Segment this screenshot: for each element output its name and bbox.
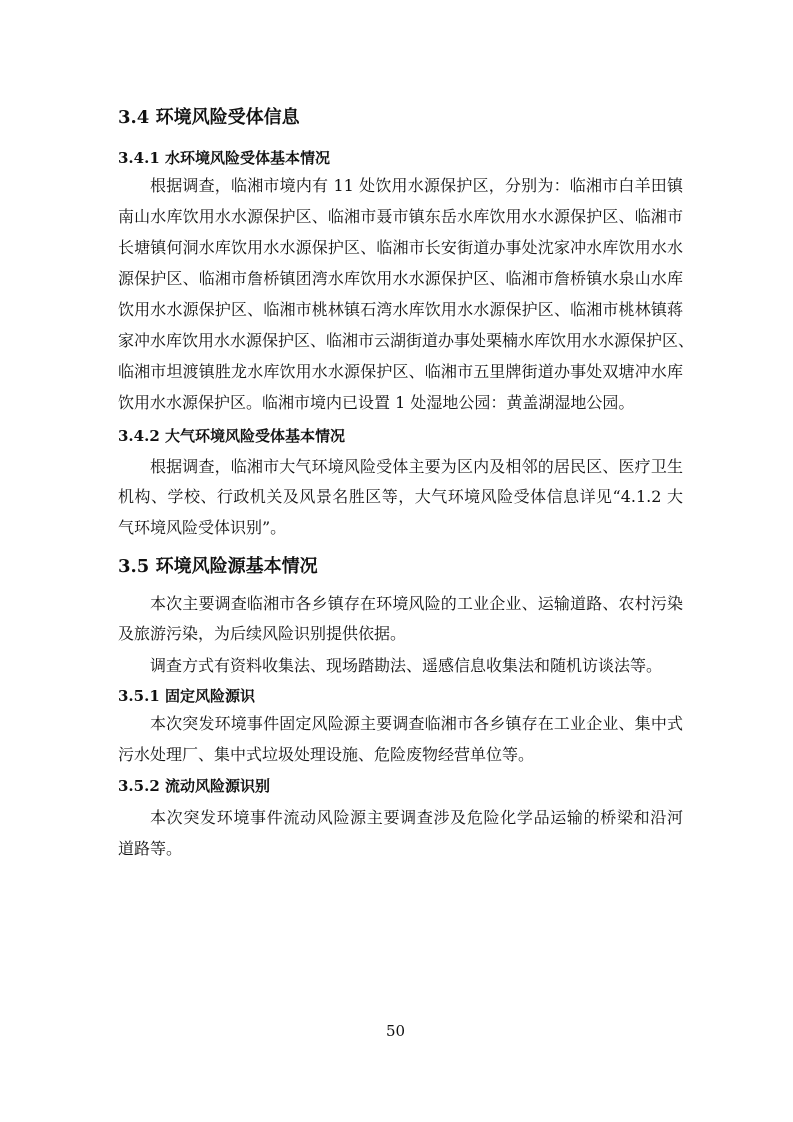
paragraph-line: 污水处理厂、集中式垃圾处理设施、危险废物经营单位等。 [118, 745, 535, 764]
section-heading-3-4-2: 3.4.2 大气环境风险受体基本情况 [118, 427, 345, 445]
paragraph-line: 调查方式有资料收集法、现场踏勘法、遥感信息收集法和随机访谈法等。 [150, 656, 663, 675]
paragraph-line: 饮用水水源保护区、临湘市桃林镇石湾水库饮用水水源保护区、临湘市桃林镇蒋 [118, 300, 683, 319]
paragraph-line: 根据调查，临湘市境内有 11 处饮用水源保护区，分别为：临湘市白羊田镇 [150, 176, 683, 195]
section-heading-3-4-1: 3.4.1 水环境风险受体基本情况 [118, 149, 330, 167]
paragraph-line: 长塘镇何洞水库饮用水水源保护区、临湘市长安街道办事处沈家冲水库饮用水水 [118, 238, 683, 257]
paragraph-line: 本次突发环境事件流动风险源主要调查涉及危险化学品运输的桥梁和沿河 [150, 808, 683, 827]
paragraph-line: 根据调查，临湘市大气环境风险受体主要为区内及相邻的居民区、医疗卫生 [150, 457, 683, 476]
section-heading-3-5-2: 3.5.2 流动风险源识别 [118, 777, 270, 795]
paragraph-line: 临湘市坦渡镇胜龙水库饮用水水源保护区、临湘市五里牌街道办事处双塘冲水库 [118, 362, 683, 381]
paragraph-line: 源保护区、临湘市詹桥镇团湾水库饮用水水源保护区、临湘市詹桥镇水泉山水库 [118, 269, 683, 288]
paragraph-line: 家冲水库饮用水水源保护区、临湘市云湖街道办事处栗楠水库饮用水水源保护区、 [118, 331, 695, 350]
section-heading-3-5: 3.5 环境风险源基本情况 [118, 556, 318, 577]
paragraph-line: 本次主要调查临湘市各乡镇存在环境风险的工业企业、运输道路、农村污染 [150, 594, 683, 613]
page-number: 50 [386, 1022, 406, 1040]
paragraph-line: 道路等。 [118, 839, 183, 858]
section-heading-3-5-1: 3.5.1 固定风险源识 [118, 687, 255, 705]
paragraph-line: 机构、学校、行政机关及风景名胜区等，大气环境风险受体信息详见“4.1.2 大 [118, 487, 683, 506]
paragraph-line: 本次突发环境事件固定风险源主要调查临湘市各乡镇存在工业企业、集中式 [150, 714, 683, 733]
paragraph-line: 气环境风险受体识别”。 [118, 518, 287, 537]
section-heading-3-4: 3.4 环境风险受体信息 [118, 107, 300, 128]
paragraph-line: 南山水库饮用水水源保护区、临湘市聂市镇东岳水库饮用水水源保护区、临湘市 [118, 207, 683, 226]
paragraph-line: 及旅游污染，为后续风险识别提供依据。 [118, 624, 407, 643]
paragraph-line: 饮用水水源保护区。临湘市境内已设置 1 处湿地公园：黄盖湖湿地公园。 [118, 393, 635, 412]
